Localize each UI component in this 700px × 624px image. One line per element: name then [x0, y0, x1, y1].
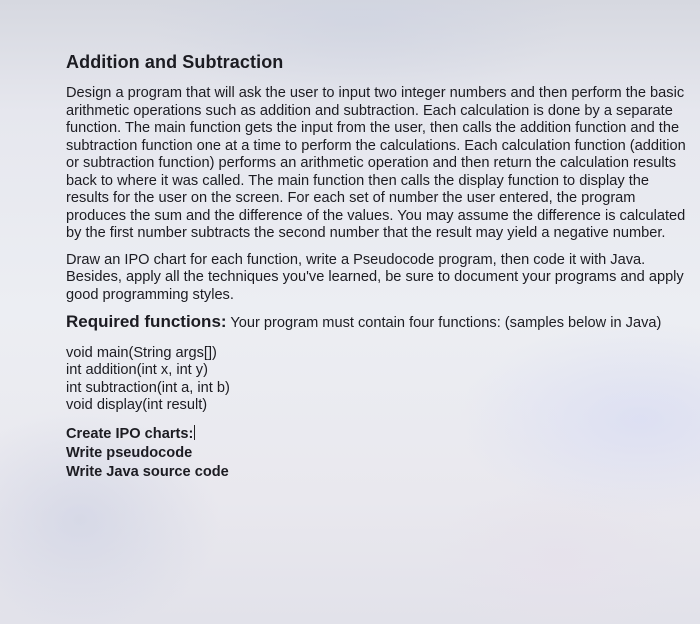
task-list [66, 425, 692, 482]
required-functions-heading: Required functions: [66, 312, 227, 331]
text-cursor [194, 425, 195, 440]
task-pseudocode: Write pseudocode [66, 444, 193, 461]
required-functions-paragraph [66, 313, 692, 333]
function-signature-display: void display(int result) [66, 397, 208, 413]
task-java-source: Write Java source code [66, 463, 229, 480]
instructions-paragraph: Draw an IPO chart for each function, write a Pseudocode program, then code it with Java. Besides, apply all the techniques you've learned, be sure to document your programs and apply good programming styles. [66, 251, 684, 303]
document-title: Addition and Subtraction [66, 52, 284, 72]
task-ipo-charts: Create IPO charts: [66, 425, 194, 442]
task-item [66, 425, 692, 444]
document-page [66, 52, 692, 482]
function-signature-main: void main(String args[]) [66, 344, 217, 361]
description-paragraph: Design a program that will ask the user to input two integer numbers and then perform the basic arithmetic operations such as addition and subtraction. Each calculation is done by a separate function. The main function gets the input from the user, then calls the addition function and the subtraction function one at a time to perform the calculations. Each calculation function (addition or subtraction function) performs an arithmetic operation and then return the calculation results back to where it was called. The main function then calls the display function to display the results for the user on the screen. For each set of number the user entered, the program produces the sum and the difference of the values. You may assume the difference is calculated by the first number subtracts the second number that the result may yield a negative number. [66, 85, 686, 241]
function-signature-subtraction: int subtraction(int a, int b) [66, 379, 230, 396]
required-functions-text: Your program must contain four functions: (samples below in Java) [226, 315, 662, 331]
function-list [66, 345, 692, 415]
function-signature-addition: int addition(int x, int y) [66, 362, 208, 378]
